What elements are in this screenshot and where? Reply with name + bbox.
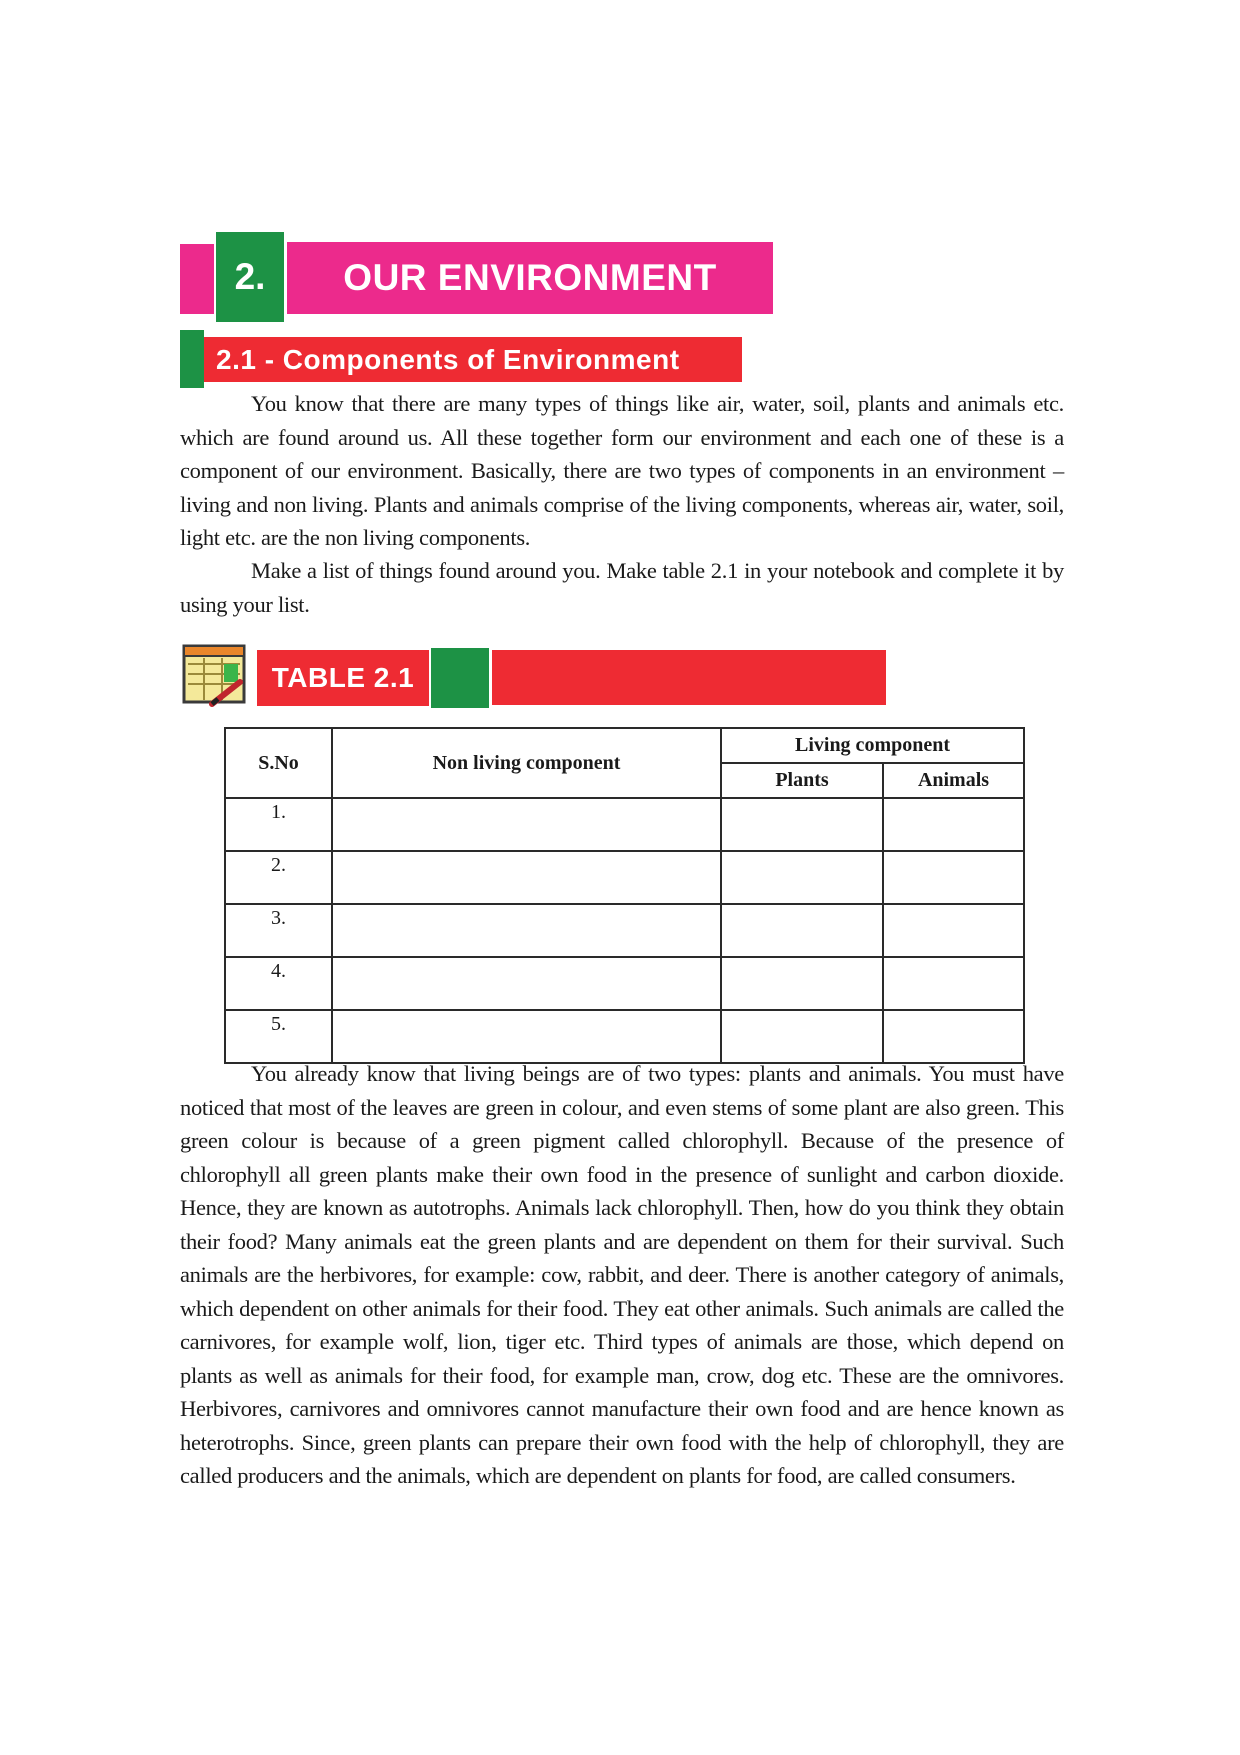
header-living: Living component xyxy=(721,728,1024,763)
table-label: TABLE 2.1 xyxy=(257,650,429,706)
table-accent-green xyxy=(431,648,489,708)
row-number: 4. xyxy=(225,957,332,1010)
cell-animals xyxy=(883,851,1024,904)
cell-animals xyxy=(883,798,1024,851)
header-plants: Plants xyxy=(721,763,883,798)
cell-animals xyxy=(883,957,1024,1010)
table-row xyxy=(225,957,1024,1010)
table-document-icon xyxy=(182,644,250,708)
row-number: 3. xyxy=(225,904,332,957)
chapter-title: OUR ENVIRONMENT xyxy=(287,242,773,314)
intro-paragraph-2-text: Make a list of things found around you. Make table 2.1 in your notebook and complete it by using your list. xyxy=(180,558,1064,617)
header-animals: Animals xyxy=(883,763,1024,798)
table-row xyxy=(225,851,1024,904)
table-accent-bar xyxy=(492,650,886,705)
cell-animals xyxy=(883,904,1024,957)
cell-non-living xyxy=(332,1010,721,1063)
cell-plants xyxy=(721,957,883,1010)
cell-plants xyxy=(721,1010,883,1063)
main-paragraph xyxy=(180,1057,1064,1493)
cell-plants xyxy=(721,904,883,957)
main-paragraph-text: You already know that living beings are of two types: plants and animals. You must have noticed that most of the leaves are green in colour, and even stems of some plant are also green. This green colour is because of a green pigment called chlorophyll. Because of the presence of chlorophyll all green plants make their own food in the presence of sunlight and carbon dioxide. Hence, they are known as autotrophs. Animals lack chlorophyll. Then, how do you think they obtain their food? Many animals eat the green plants and are dependent on them for their survival. Such animals are the herbivores, for example: cow, rabbit, and deer. There is another category of animals, which dependent on other animals for their food. They eat other animals. Such animals are called the carnivores, for example wolf, lion, tiger etc. Third types of animals are those, which depend on plants as well as animals for their food, for example man, crow, dog etc. These are the omnivores. Herbivores, carnivores and omnivores cannot manufacture their own food and are hence known as heterotrophs. Since, green plants can prepare their own food with the help of chlorophyll, they are called producers and the animals, which are dependent on plants for food, are called consumers. xyxy=(180,1061,1064,1488)
cell-non-living xyxy=(332,904,721,957)
header-non-living: Non living component xyxy=(332,728,721,798)
intro-paragraph-2 xyxy=(180,554,1064,621)
cell-plants xyxy=(721,851,883,904)
intro-paragraph-1-text: You know that there are many types of things like air, water, soil, plants and animals etc. which are found around us. All these together form our environment and each one of these is a component of our environment. Basically, there are two types of components in an environment – living and non living. Plants and animals comprise of the living components, whereas air, water, soil, light etc. are the non living components. xyxy=(180,391,1064,550)
section-accent-bar xyxy=(180,330,204,388)
chapter-number: 2. xyxy=(216,232,284,322)
cell-animals xyxy=(883,1010,1024,1063)
section-heading: 2.1 - Components of Environment xyxy=(204,337,742,382)
intro-paragraph-1 xyxy=(180,387,1064,555)
row-number: 2. xyxy=(225,851,332,904)
cell-non-living xyxy=(332,851,721,904)
header-sno: S.No xyxy=(225,728,332,798)
table-row xyxy=(225,1010,1024,1063)
table-row xyxy=(225,904,1024,957)
chapter-accent-bar xyxy=(180,244,214,314)
table-row xyxy=(225,798,1024,851)
cell-non-living xyxy=(332,798,721,851)
row-number: 1. xyxy=(225,798,332,851)
table-header-row xyxy=(225,728,1024,763)
components-table xyxy=(224,727,1025,1064)
cell-non-living xyxy=(332,957,721,1010)
row-number: 5. xyxy=(225,1010,332,1063)
cell-plants xyxy=(721,798,883,851)
